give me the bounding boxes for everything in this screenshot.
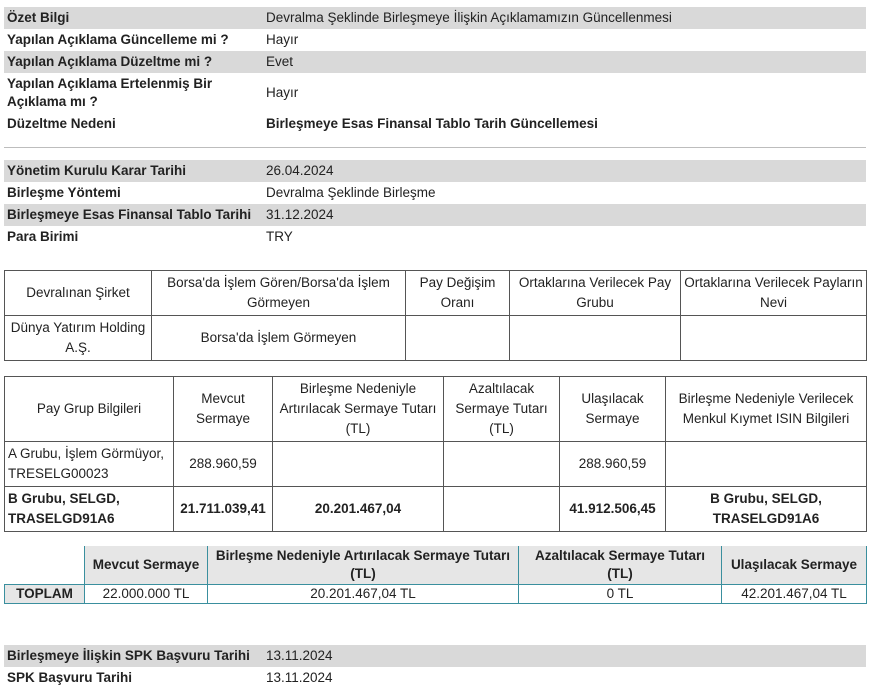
summary-label: Özet Bilgi (4, 7, 263, 29)
table-row (5, 442, 867, 487)
column-header: Azaltılacak Sermaye Tutarı (TL) (519, 546, 722, 585)
table-cell (666, 442, 867, 487)
column-header: Mevcut Sermaye (85, 546, 208, 585)
table-cell: Borsa'da İşlem Görmeyen (152, 316, 406, 361)
totals-table (4, 546, 867, 604)
table-cell (444, 487, 560, 532)
deferred-label: Yapılan Açıklama Ertelenmiş Bir Açıklama mı ? (7, 76, 213, 109)
table-cell: 41.912.506,45 (560, 487, 666, 532)
deferred-row (4, 73, 866, 113)
fs-date-value: 31.12.2024 (263, 204, 866, 226)
table-cell: 20.201.467,04 TL (208, 585, 519, 604)
correction-reason-label: Düzeltme Nedeni (7, 116, 116, 131)
spk-merger-date-value: 13.11.2024 (263, 645, 866, 667)
fs-date-label: Birleşmeye Esas Finansal Tablo Tarihi (4, 204, 263, 226)
table-cell: B Grubu, SELGD, TRASELGD91A6 (5, 487, 174, 532)
table-cell: A Grubu, İşlem Görmüyor, TRESELG00023 (5, 442, 174, 487)
column-header: Ortaklarına Verilecek Pay Grubu (510, 271, 681, 316)
column-header: Pay Değişim Oranı (406, 271, 510, 316)
table-cell: 288.960,59 (174, 442, 273, 487)
update-value: Hayır (266, 32, 299, 47)
table-cell: 22.000.000 TL (85, 585, 208, 604)
merger-method-value: Devralma Şeklinde Birleşme (266, 185, 436, 200)
table-cell: Dünya Yatırım Holding A.Ş. (5, 316, 152, 361)
correction-reason-row (4, 113, 866, 135)
table-cell: 0 TL (519, 585, 722, 604)
spk-merger-date-row (4, 645, 866, 667)
blank-header (5, 546, 85, 585)
total-label: TOPLAM (5, 585, 85, 604)
currency-row (4, 226, 866, 248)
column-header: Devralınan Şirket (5, 271, 152, 316)
column-header: Ortaklarına Verilecek Payların Nevi (681, 271, 867, 316)
table-cell (510, 316, 681, 361)
table-cell: 21.711.039,41 (174, 487, 273, 532)
column-header: Birleşme Nedeniyle Artırılacak Sermaye Tutarı (TL) (208, 546, 519, 585)
correction-row (4, 51, 866, 73)
board-date-row (4, 160, 866, 182)
spk-date-row (4, 667, 866, 689)
summary-row (4, 7, 866, 29)
merger-method-label: Birleşme Yöntemi (7, 185, 121, 200)
currency-value: TRY (266, 229, 293, 244)
table-cell (681, 316, 867, 361)
column-header: Mevcut Sermaye (174, 377, 273, 442)
column-header: Birleşme Nedeniyle Artırılacak Sermaye Tutarı (TL) (273, 377, 444, 442)
column-header: Birleşme Nedeniyle Verilecek Menkul Kıymet ISIN Bilgileri (666, 377, 867, 442)
correction-value: Evet (263, 51, 866, 73)
column-header: Ulaşılacak Sermaye (560, 377, 666, 442)
spk-merger-date-label: Birleşmeye İlişkin SPK Başvuru Tarihi (4, 645, 263, 667)
details-table (4, 160, 866, 248)
currency-label: Para Birimi (7, 229, 79, 244)
table-cell (406, 316, 510, 361)
correction-label: Yapılan Açıklama Düzeltme mi ? (4, 51, 263, 73)
spk-table (4, 645, 866, 689)
table-row (5, 487, 867, 532)
correction-reason-value: Birleşmeye Esas Finansal Tablo Tarih Güncellemesi (266, 116, 598, 131)
acquired-company-table (4, 270, 867, 361)
merger-method-row (4, 182, 866, 204)
table-header-row (5, 377, 867, 442)
separator (4, 147, 866, 148)
column-header: Azaltılacak Sermaye Tutarı (TL) (444, 377, 560, 442)
fs-date-row (4, 204, 866, 226)
spk-date-label: SPK Başvuru Tarihi (7, 670, 133, 685)
board-date-value: 26.04.2024 (263, 160, 866, 182)
table-cell (273, 442, 444, 487)
table-cell: 288.960,59 (560, 442, 666, 487)
update-row (4, 29, 866, 51)
update-label: Yapılan Açıklama Güncelleme mi ? (7, 32, 229, 47)
column-header: Ulaşılacak Sermaye (722, 546, 867, 585)
table-cell (444, 442, 560, 487)
table-cell: B Grubu, SELGD, TRASELGD91A6 (666, 487, 867, 532)
table-header-row (5, 546, 867, 585)
summary-table (4, 7, 866, 135)
share-group-table (4, 376, 867, 532)
table-header-row (5, 271, 867, 316)
board-date-label: Yönetim Kurulu Karar Tarihi (4, 160, 263, 182)
spk-date-value: 13.11.2024 (266, 670, 333, 685)
table-row (5, 316, 867, 361)
column-header: Pay Grup Bilgileri (5, 377, 174, 442)
table-cell: 42.201.467,04 TL (722, 585, 867, 604)
summary-value: Devralma Şeklinde Birleşmeye İlişkin Açıklamamızın Güncellenmesi (263, 7, 866, 29)
table-cell: 20.201.467,04 (273, 487, 444, 532)
deferred-value: Hayır (266, 85, 299, 100)
total-row (5, 585, 867, 604)
column-header: Borsa'da İşlem Gören/Borsa'da İşlem Görmeyen (152, 271, 406, 316)
